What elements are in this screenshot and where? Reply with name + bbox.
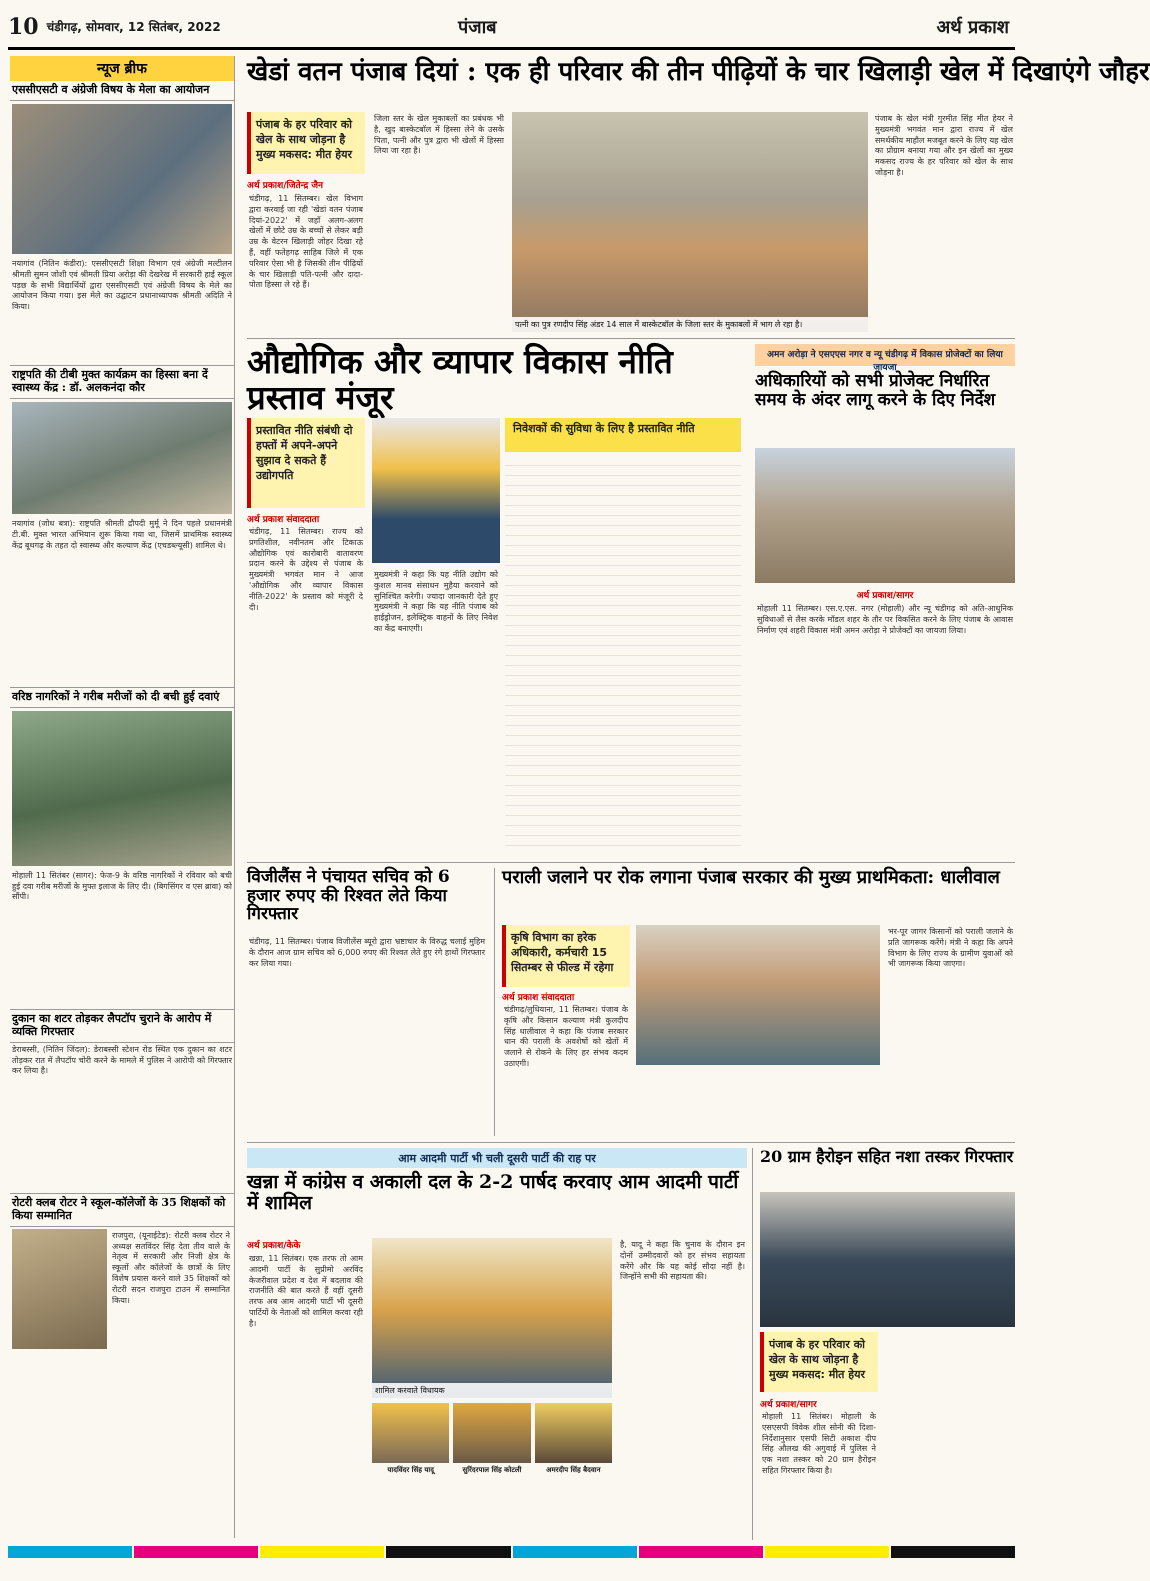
parali-callout: कृषि विभाग का हरेक अधिकारी, कर्मचारी 15 सितम्बर से फील्ड में रहेगा bbox=[502, 925, 630, 987]
page-number: 10 bbox=[8, 13, 39, 40]
officers-photo bbox=[755, 448, 1015, 583]
brief-story-3-body: मोहाली 11 सितंबर (सागर): फेज-9 के वरिष्ठ नागरिकों ने रविवार को बची हुई दवा गरीब मरीजों के मुफ्त इलाज के लिए दी। (बिगसिंगर व एस ब्रावा) को सौंपी। bbox=[12, 870, 232, 902]
color-swatch bbox=[513, 1546, 637, 1558]
divider bbox=[247, 338, 1015, 339]
aap-byline: अर्थ प्रकाश/केके bbox=[247, 1241, 301, 1251]
color-swatch bbox=[386, 1546, 510, 1558]
drugs-body: मोहाली 11 सितंबर। मोहाली के एसएसपी विवेक शील सोनी की दिशा-निर्देशानुसार एसपी सिटी अकाश दीप सिंह औलख की अगुवाई में पुलिस ने एक नशा तस्कर को 20 ग्राम हैरोइन सहित गिरफ्तार किया है। bbox=[762, 1412, 876, 1475]
color-swatch bbox=[260, 1546, 384, 1558]
drugs-byline: अर्थ प्रकाश/सागर bbox=[760, 1400, 817, 1410]
aap-body: खन्ना, 11 सितंबर। एक तरफ तो आम आदमी पार्टी के सुप्रीमो अरविंद केजरीवाल प्रदेश व देश में बदलाव की राजनीति की बात करते हैं वहीं दूसरी तरफ अब आम आदमी पार्टी भी दूसरी पार्टियों के नेताओं को शामिल करवा रही है। bbox=[249, 1254, 363, 1328]
industry-body: चंडीगढ़, 11 सितम्बर। राज्य को प्रगतिशील, नवीनतम और टिकाऊ औद्योगिक एवं कारोबारी वातावरण प्रदान करने के उद्देश्य से पंजाब के मुख्यमंत्री भगवंत मान ने आज 'औद्योगिक और व्यापार विकास नीति-2022' के प्रस्ताव को मंजूरी दे दी। bbox=[249, 527, 363, 612]
drugs-callout: पंजाब के हर परिवार को खेल के साथ जोड़ना है मुख्य मकसद: मीत हेयर bbox=[760, 1332, 878, 1392]
officers-body: मोहाली 11 सितम्बर। एस.ए.एस. नगर (मोहाली) और न्यू चंडीगढ़ को अति-आधुनिक सुविधाओं से लैस करके मॉडल शहर के तौर पर विकसित करने के लिए पंजाब के आवास निर्माण एवं शहरी विकास मंत्री अमन अरोड़ा ने प्रोजेक्टों का जायजा लिया। bbox=[757, 604, 1013, 635]
aap-body-2: है, यादू ने कहा कि चुनाव के दौरान इन दोनों उम्मीदवारों को हर संभव सहायता करेंगे और कि यह कोई सौदा नहीं है। जिन्होंने सभी की सहायता की। bbox=[620, 1240, 745, 1282]
parali-headline: पराली जलाने पर रोक लगाना पंजाब सरकार की मुख्य प्राथमिकता: धालीवाल bbox=[502, 867, 1000, 888]
drugs-text-block bbox=[884, 1332, 1015, 1540]
portrait-photo bbox=[453, 1403, 530, 1463]
aap-portraits bbox=[372, 1403, 612, 1463]
portrait-name: सुरिंदरपाल सिंह कोटली bbox=[462, 1466, 522, 1474]
parali-photo bbox=[636, 925, 880, 1065]
aap-photo bbox=[372, 1238, 612, 1398]
color-swatch bbox=[639, 1546, 763, 1558]
drugs-headline: 20 ग्राम हैरोइन सहित नशा तस्कर गिरफ्तार bbox=[760, 1147, 1014, 1166]
color-swatch bbox=[765, 1546, 889, 1558]
page-date: चंडीगढ़, सोमवार, 12 सितंबर, 2022 bbox=[46, 20, 221, 34]
drugs-photo bbox=[760, 1192, 1015, 1327]
industry-body-2: मुख्यमंत्री ने कहा कि यह नीति उद्योग को कुशल मानव संसाधन मुहैया करवाने को सुनिश्चित करेगी। ज्यादा जानकारी देते हुए मुख्यमंत्री ने कहा कि यह नीति पंजाब को हाईड्रोजन, इलेक्ट्रिक वाहनों के लिए निवेश का केंद्र बनाएगी। bbox=[374, 570, 498, 633]
vigilance-body: चंडीगढ़, 11 सितम्बर। पंजाब विजीलेंस ब्यूरो द्वारा भ्रष्टाचार के विरुद्ध चलाई मुहिम के दौरान आज ग्राम सचिव को 6,000 रुपए की रिश्वत लेते हुए रंगे हाथों गिरफ्तार कर लिया गया। bbox=[249, 937, 485, 968]
industry-minister-photo bbox=[372, 418, 500, 563]
portrait-photo bbox=[372, 1403, 449, 1463]
officers-kicker: अमन अरोड़ा ने एसएएस नगर व न्यू चंडीगढ़ में विकास प्रोजेक्टों का लिया जायजा bbox=[755, 344, 1015, 366]
top-story-body-1: चंडीगढ़, 11 सितम्बर। खेल विभाग द्वारा करवाई जा रही 'खेडां वतन पंजाब दियां-2022' में जहाँ अलग-अलग खेलों में छोटे उम्र के बच्चों से लेकर बड़ी उम्र के वेटरन खिलाड़ी जोहर दिखा रहे हैं, वहीं फतेहगढ़ साहिब जिले में एक परिवार ऐसा भी है जिसकी तीन पीढ़ियों के चार खिलाड़ी पति-पत्नी और दादा-पोता हिस्सा ले रहे हैं। bbox=[249, 194, 363, 290]
parali-text-block bbox=[636, 1068, 880, 1136]
divider bbox=[247, 1142, 1015, 1143]
color-swatch bbox=[134, 1546, 258, 1558]
brief-story-3-title: वरिष्ठ नागरिकों ने गरीब मरीजों को दी बची हुई दवाएं bbox=[10, 687, 234, 708]
divider bbox=[247, 862, 1015, 863]
officers-headline: अधिकारियों को सभी प्रोजेक्ट निर्धारित समय के अंदर लागू करने के दिए निर्देश bbox=[755, 371, 996, 410]
brief-story-2-title: राष्ट्रपति की टीबी मुक्त कार्यक्रम का हिस्सा बना दें स्वास्थ्य केंद्र : डॉ. अलकनंदा कौर bbox=[10, 365, 234, 399]
brief-story-1-photo bbox=[12, 104, 232, 254]
brief-story-5-body: राजपुरा, (यूनाईटेड): रोटरी क्लब रोटर ने अध्यक्ष सतविंदर सिंह देता तीव वाले के नेतृत्व में सरकारी और निजी क्षेत्र के स्कूलों और कॉलेजों के छात्रों के लिए विशेष प्रयास करने वाले 35 शिक्षकों को रोटरी सदन राजपुरा टाउन में सम्मानित किया। bbox=[112, 1230, 230, 1305]
color-swatch bbox=[8, 1546, 132, 1558]
parali-byline: अर्थ प्रकाश संवाददाता bbox=[502, 993, 575, 1003]
newspaper-brand: अर्थ प्रकाश bbox=[936, 16, 1009, 38]
industry-callout: प्रस्तावित नीति संबंधी दो हफ्तों में अपने-अपने सुझाव दे सकते हैं उद्योगपति bbox=[247, 418, 365, 508]
news-brief-heading: न्यूज ब्रीफ bbox=[10, 56, 234, 81]
industry-subheading: निवेशकों की सुविधा के लिए है प्रस्तावित नीति bbox=[505, 418, 741, 452]
industry-byline: अर्थ प्रकाश संवाददाता bbox=[247, 515, 320, 525]
top-story-body-2: जिला स्तर के खेल मुकाबलों का प्रबंधक भी है, खुद बास्केटबॉल में हिस्सा लेने के उसके पिता, पत्नी और पुत्र द्वारा भी खेलों में हिस्सा लिया जा रहा है। bbox=[374, 114, 504, 156]
top-story-photo bbox=[512, 112, 868, 332]
brief-story-4-title: दुकान का शटर तोड़कर लैपटॉप चुराने के आरोप में व्यक्ति गिरफ्तार bbox=[10, 1009, 234, 1043]
top-story-body-3: पंजाब के खेल मंत्री गुरमीत सिंह मीत हेयर ने मुख्यमंत्री भगवंत मान द्वारा राज्य में खेल समर्थकीय माहौल मजबूत करने के लिए यह खेल का प्रोग्राम बनाया गया और इन खेलों का मुख्य मकसद राज्य के हर परिवार को खेल के साथ जोड़ना है। bbox=[875, 114, 1013, 177]
brief-story-1-title: एससीएसटी व अंग्रेजी विषय के मेला का आयोजन bbox=[10, 81, 234, 101]
aap-kicker: आम आदमी पार्टी भी चली दूसरी पार्टी की राह पर bbox=[247, 1148, 747, 1168]
aap-photo-caption: शामिल करवाते विधायक bbox=[372, 1383, 612, 1398]
top-story-photo-caption: पत्नी का पुत्र रणदीप सिंह अंडर 14 साल में बास्केटबॉल के जिला स्तर के मुकाबलों में भाग ले रहा है। bbox=[512, 317, 868, 332]
color-swatch bbox=[891, 1546, 1015, 1558]
brief-story-4-body: डेराबस्सी, (नितिन जिंदल): डेराबस्सी स्टेशन रोड स्थित एक दुकान का शटर तोड़कर रात में लैपटॉप चोरी करने के मामले में पुलिस ने आरोपी को गिरफ्तार कर लिया है। bbox=[12, 1044, 232, 1076]
brief-story-2-body: नयागांव (जोध बत्रा): राष्ट्रपति श्रीमती द्रौपदी मुर्मू ने दिन पहले प्रधानमंत्री टी.बी. मुक्त भारत अभियान शुरू किया गया था, जिसमें प्राथमिक स्वास्थ्य केंद्र बूथगढ़ के तहत दो स्वास्थ्य और कल्याण केंद्र (एचडब्ल्यूसी) शामिल थे। bbox=[12, 518, 232, 550]
portrait-photo bbox=[535, 1403, 612, 1463]
parali-body: चंडीगढ़/लुधियाना, 11 सितम्बर। पंजाब के कृषि और किसान कल्याण मंत्री कुलदीप सिंह धालीवाल ने कहा कि पंजाब सरकार धान की पराली के अवशेषों को खेतों में जलाने से रोकने के लिए हर संभव कदम उठाएगी। bbox=[504, 1005, 628, 1068]
divider bbox=[494, 868, 495, 1136]
aap-headline: खन्ना में कांग्रेस व अकाली दल के 2-2 पार्षद करवाए आम आदमी पार्टी में शामिल bbox=[247, 1171, 739, 1214]
portrait-name: यादविंदर सिंह यादू bbox=[387, 1466, 434, 1474]
vigilance-headline: विजीलैंस ने पंचायत सचिव को 6 हजार रुपए की रिश्वत लेते किया गिरफ्तार bbox=[247, 867, 450, 925]
brief-story-3-photo bbox=[12, 711, 232, 866]
officers-byline: अर्थ प्रकाश/सागर bbox=[856, 591, 914, 601]
brief-story-2-photo bbox=[12, 402, 232, 514]
industry-text-block bbox=[505, 456, 741, 855]
aap-names bbox=[372, 1466, 612, 1475]
divider bbox=[752, 1148, 753, 1540]
news-brief-column bbox=[10, 56, 235, 1538]
masthead bbox=[8, 6, 1015, 50]
print-color-bar bbox=[8, 1546, 1015, 1558]
portrait-name: अमरदीप सिंह बैदवान bbox=[546, 1466, 601, 1474]
brief-story-1-body: नयागांव (नितिन कंडीरा): एससीएसटी शिक्षा विभाग एवं अंग्रेजी मल्टीलन श्रीमती सुमन जोशी एवं श्रीमती प्रिया अरोड़ा की देखरेख में सरकारी हाई स्कूल पड़छ के सभी विद्यार्थियों द्वारा एससीएसटी एवं अंग्रेजी विषय के मेले का आयोजन किया गया। इस मेले का उद्घाटन प्रधानाध्यापक श्रीमती अदिति ने किया। bbox=[12, 258, 232, 312]
brief-story-5-title: रोटरी क्लब रोटर ने स्कूल-कॉलेजों के 35 शिक्षकों को किया सम्मानित bbox=[10, 1193, 234, 1227]
brief-story-5-photo bbox=[12, 1229, 107, 1349]
parali-body-2: भर-पूर जागर किसानों को पराली जलाने के प्रति जागरूक करेंगे। मंत्री ने कहा कि अपने विभाग के लिए राज्य के ग्रामीण युवाओं को भी जागरूक किया जाएगा। bbox=[888, 927, 1013, 969]
top-story-headline: खेडां वतन पंजाब दियां : एक ही परिवार की तीन पीढ़ियों के चार खिलाड़ी खेल में दिखाएंगे जौहर bbox=[247, 57, 1150, 87]
section-name: पंजाब bbox=[458, 16, 497, 38]
top-story-callout: पंजाब के हर परिवार को खेल के साथ जोड़ना है मुख्य मकसद: मीत हेयर bbox=[247, 112, 365, 174]
top-story-byline: अर्थ प्रकाश/जितेन्द्र जैन bbox=[247, 181, 324, 191]
industry-headline: औद्योगिक और व्यापार विकास नीति प्रस्ताव मंजूर bbox=[247, 342, 673, 418]
